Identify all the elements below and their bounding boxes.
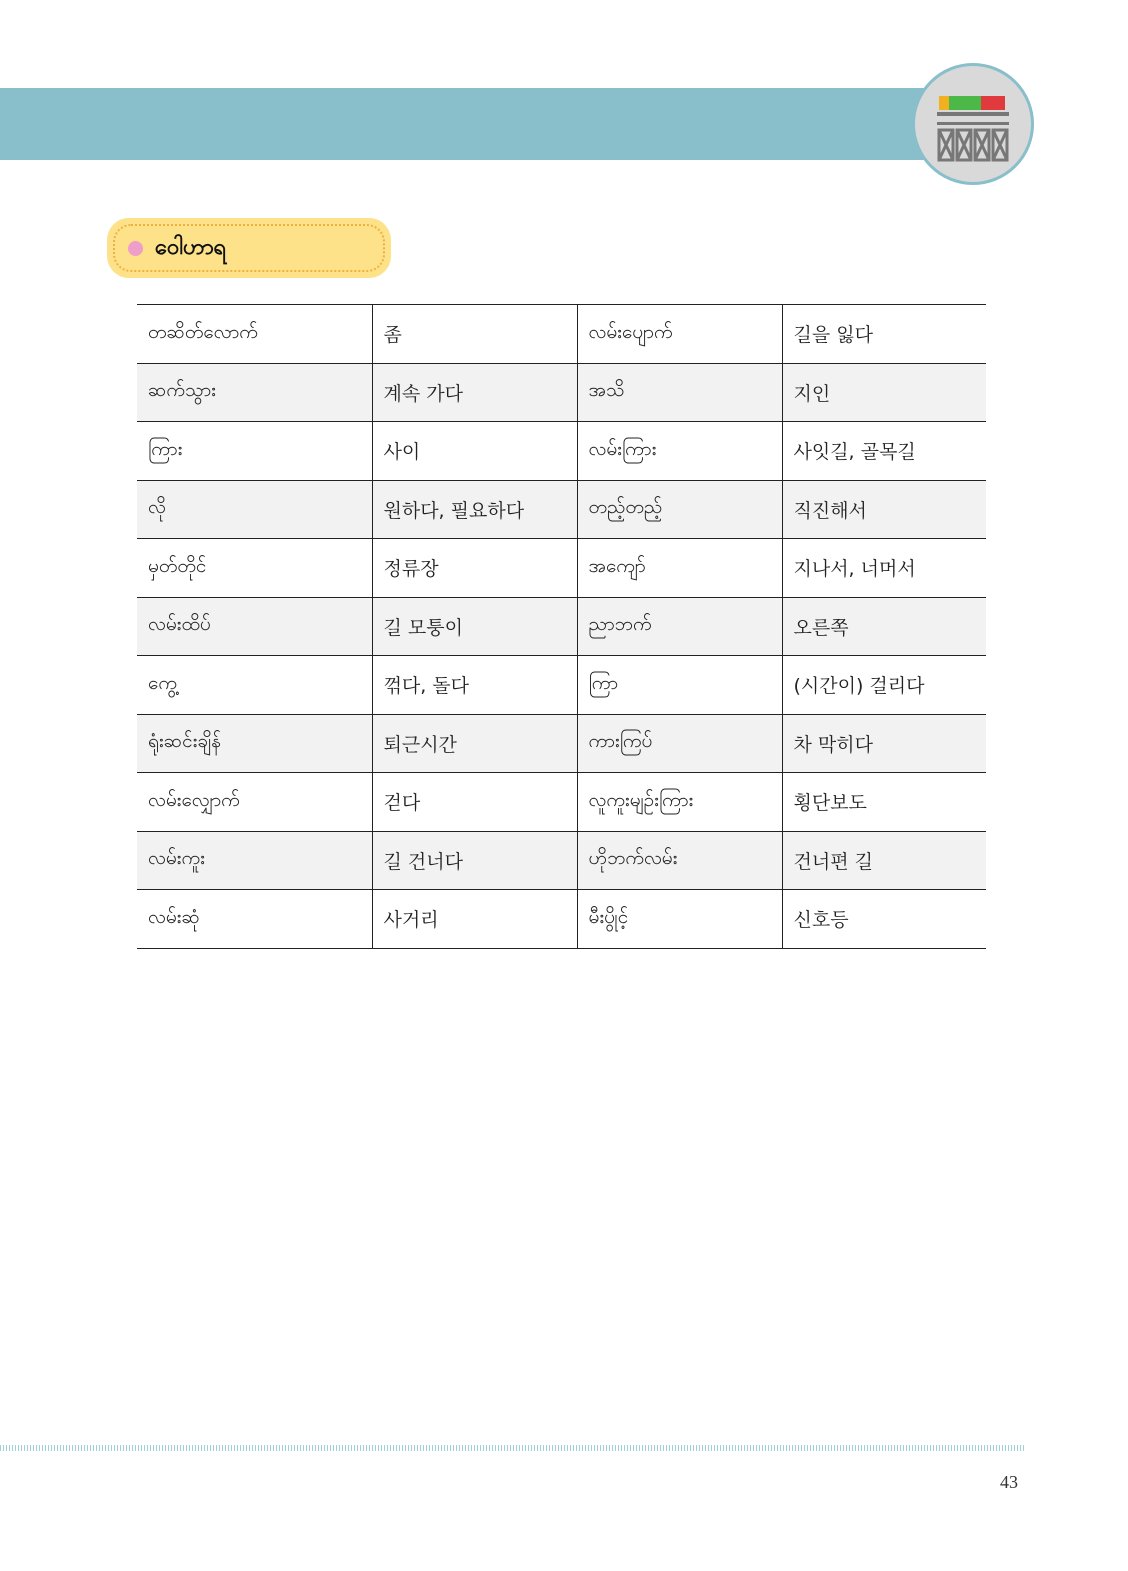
korean-meaning: 꺾다, 돌다 <box>372 656 577 715</box>
page-number: 43 <box>1000 1472 1018 1492</box>
myanmar-word: ဟိုဘက်လမ်း <box>577 831 782 890</box>
korean-meaning: 신호등 <box>782 890 986 949</box>
myanmar-word: လမ်းထိပ် <box>137 597 372 656</box>
korean-meaning: 계속 가다 <box>372 363 577 422</box>
table-row <box>137 656 986 715</box>
myanmar-word: လူကူးမျဉ်းကြား <box>577 773 782 832</box>
korean-meaning: 지나서, 너머서 <box>782 539 986 598</box>
chapter-badge <box>912 63 1034 185</box>
korean-meaning: 직진해서 <box>782 480 986 539</box>
korean-meaning: 사잇길, 골목길 <box>782 422 986 481</box>
myanmar-word: ကွေ့ <box>137 656 372 715</box>
myanmar-word: မီးပွိုင့် <box>577 890 782 949</box>
section-title: ဝေါဟာရ <box>155 235 227 260</box>
table-row <box>137 305 986 364</box>
footer-divider <box>0 1445 1026 1451</box>
elevated-railway-icon <box>933 88 1013 168</box>
header-band <box>0 88 960 160</box>
myanmar-word: လမ်းပျောက် <box>577 305 782 364</box>
myanmar-word: ကားကြပ် <box>577 714 782 773</box>
korean-meaning: 지인 <box>782 363 986 422</box>
myanmar-word: ကြား <box>137 422 372 481</box>
myanmar-word: လမ်းလျှောက် <box>137 773 372 832</box>
korean-meaning: 건너편 길 <box>782 831 986 890</box>
table-row <box>137 422 986 481</box>
korean-meaning: 차 막히다 <box>782 714 986 773</box>
table-row <box>137 773 986 832</box>
table-row <box>137 714 986 773</box>
myanmar-word: အကျော် <box>577 539 782 598</box>
myanmar-word: လို <box>137 480 372 539</box>
myanmar-word: လမ်းဆုံ <box>137 890 372 949</box>
korean-meaning: 사거리 <box>372 890 577 949</box>
korean-meaning: 길 모퉁이 <box>372 597 577 656</box>
myanmar-word: အသိ <box>577 363 782 422</box>
myanmar-word: ရုံးဆင်းချိန် <box>137 714 372 773</box>
korean-meaning: 정류장 <box>372 539 577 598</box>
korean-meaning: 오른쪽 <box>782 597 986 656</box>
korean-meaning: 길 건너다 <box>372 831 577 890</box>
korean-meaning: 횡단보도 <box>782 773 986 832</box>
myanmar-word: ကြာ <box>577 656 782 715</box>
table-row <box>137 539 986 598</box>
myanmar-word: တဆိတ်လောက် <box>137 305 372 364</box>
korean-meaning: 걷다 <box>372 773 577 832</box>
table-row <box>137 363 986 422</box>
korean-meaning: 원하다, 필요하다 <box>372 480 577 539</box>
table-row <box>137 480 986 539</box>
korean-meaning: (시간이) 걸리다 <box>782 656 986 715</box>
korean-meaning: 사이 <box>372 422 577 481</box>
myanmar-word: ညာဘက် <box>577 597 782 656</box>
myanmar-word: ဆက်သွား <box>137 363 372 422</box>
table-row <box>137 890 986 949</box>
korean-meaning: 길을 잃다 <box>782 305 986 364</box>
myanmar-word: မှတ်တိုင် <box>137 539 372 598</box>
myanmar-word: လမ်းကြား <box>577 422 782 481</box>
section-heading <box>107 218 391 278</box>
korean-meaning: 퇴근시간 <box>372 714 577 773</box>
table-row <box>137 831 986 890</box>
table-row <box>137 597 986 656</box>
korean-meaning: 좀 <box>372 305 577 364</box>
vocabulary-table <box>137 304 986 949</box>
myanmar-word: လမ်းကူး <box>137 831 372 890</box>
myanmar-word: တည့်တည့် <box>577 480 782 539</box>
bullet-dot-icon <box>128 241 143 256</box>
